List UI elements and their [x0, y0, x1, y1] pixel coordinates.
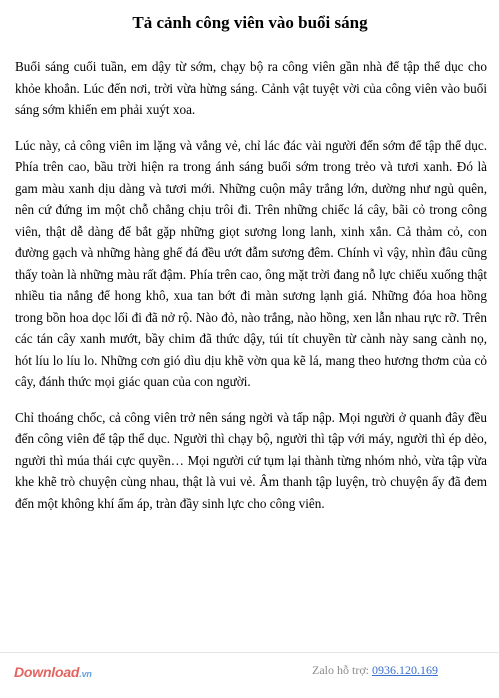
document-body: [15, 56, 487, 528]
logo-main-text: Download: [14, 664, 80, 680]
hotline-phone-link[interactable]: 0936.120.169: [372, 663, 438, 677]
paragraph-1: Buổi sáng cuối tuần, em dậy từ sớm, chạy bộ ra công viên gần nhà để tập thể dục cho khỏe khoắn. Lúc đến nơi, trời vừa hừng sáng. Cảnh vật tuyệt vời của công viên vào buổi sáng sớm khiến em phải xuýt xoa.: [15, 59, 487, 117]
footer-divider: [0, 652, 500, 653]
hotline-label: Zalo hỗ trợ:: [312, 663, 369, 677]
paragraph-3: Chỉ thoáng chốc, cả công viên trở nên sáng ngời và tấp nập. Mọi người ở quanh đây đều đến công viên để tập thể dục. Người thì chạy bộ, người thì tập với máy, người thì ép dẻo, người thì múa thái cực quyền… Mọi người cứ tụm lại thành từng nhóm nhỏ, vừa tập vừa khe khẽ trò chuyện cùng nhau, thật là vui vẻ. Âm thanh tập luyện, trò chuyện ấy đã đem đến một không khí ấm áp, tràn đầy sinh lực cho công viên.: [15, 409, 487, 511]
support-hotline: [312, 663, 438, 678]
logo-tld-text: .vn: [79, 669, 92, 679]
document-title: Tả cảnh công viên vào buổi sáng: [132, 13, 368, 32]
paragraph-2: Lúc này, cả công viên im lặng và vắng vẻ, chỉ lác đác vài người đến sớm để tập thể dục. Phía trên cao, bầu trời hiện ra trong ánh sáng buổi sớm trong trẻo và tươi xanh. Đó là gam màu xanh dịu dàng và tươi mới. Những cuộn mây trắng lớn, dường như ngủ quên, nên cứ đứng im một chỗ chẳng chịu trôi đi. Trên những chiếc lá cây, bãi cỏ trong công viên, thật dễ dàng để bắt gặp những giọt sương long lanh, xinh xắn. Cả thảm cỏ, con đường gạch và những hàng ghế đá đều ướt đẫm sương đêm. Chính vì vậy, nhìn đâu cũng thấy toàn là những màu rất đậm. Phía trên cao, ông mặt trời đang nỗ lực chiếu xuống thật nhiều tia nắng để hong khô, xua tan bớt đi màn sương lạnh giá. Những đóa hoa hồng trong bồn hoa dọc lối đi đã nở rộ. Nào đỏ, nào trắng, nào hồng, xen lẫn nhau rực rỡ. Trên các tán cây xanh mướt, bầy chim đã thức dậy, túi tít chuyền từ cành này sang cành nọ, hót líu lo líu lo. Những cơn gió dìu dịu khẽ vờn qua kẽ lá, mang theo hương thơm của cỏ cây, đánh thức mọi giác quan của con người.: [15, 137, 487, 389]
download-logo[interactable]: [14, 664, 92, 680]
